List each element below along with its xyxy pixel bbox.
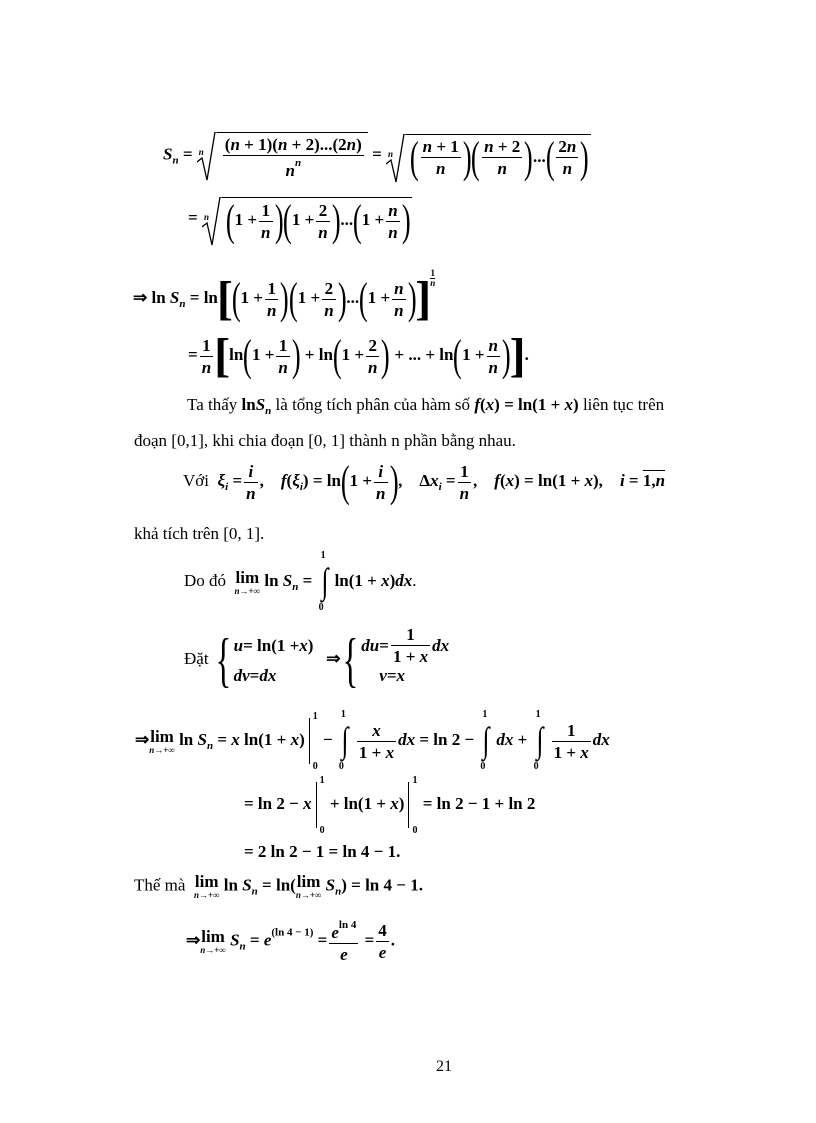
equation-limit-integral: Do đó lim n→+∞ $\ln S_n$ = 1 ∫ 0 ln(1 + x)dx. (184, 550, 417, 613)
equation-substitution: Đặt { u = ln(1 + x ) dv = dx ⇒{ du = $\frac{1}{1 + x}$ dx v = x (184, 624, 450, 693)
paragraph-integral-sum-line2: đoạn [0,1], khi chia đoạn [0, 1] thành n phần bằng nhau. (134, 431, 516, 450)
with-label: Với (183, 470, 209, 490)
equation-result: = 2 ln 2 − 1 = ln 4 − 1. (244, 842, 401, 861)
equation-partition: Với $\xi_i$ = $\frac{i}{n}$ , $f(\xi_i) = \ln(1$ + $\frac{i}{n}$ ), $\Delta x_i$ = $\frac{1}{n}$ , f(x) = ln(1 + x), i = 1,n (183, 457, 666, 506)
integrable-line: khả tích trên [0, 1]. (134, 524, 265, 543)
equation-limit-swap: Thế mà lim n→+∞ $\ln S_n = \ln(\lim$ n→+∞ $S_n) = \ln 4 - 1$. (134, 872, 423, 900)
equation-integration-by-parts: ⇒lim n→+∞ $\ln S_n = x$ ln(1 + x) 1 0 − 1 ∫ 0 $\frac{x}{1 + x}$ dx = ln 2 − 1 ∫ 0 dx + 1 ∫ 0 $\frac{1}{1 + x}$ dx (135, 709, 610, 772)
equation-sn-simplified: = n (1 + $\frac{1}{n}$ )(1 + $\frac{2}{n}$ )...(1 + $\frac{n}{n}$ ) (188, 196, 411, 245)
equation-final-limit: ⇒lim n→+∞ $S_n = e^{(ln 4 - 1)}$ = $\frac{e^{ln 4}}{e}$ = $\frac{4}{e}$ . (186, 919, 396, 964)
equation-ln-sn: ⇒ $\ln S_n = \ln[(1$ + $\frac{1}{n}$ )(1 + $\frac{2}{n}$ )...(1 + $\frac{n}{n}$ )] $\frac{1}{n}$ (133, 268, 436, 325)
equation-sn-definition: $S_n$ = n $\frac{(n + 1)(n + 2)...(2n)}{n^n}$ = n ( $\frac{n + 1}{n}$ )( $\frac{n + 2}{n}$ )...( $\frac{2n}{n}$ ) (163, 132, 590, 182)
text-mid: là tổng tích phân của hàm số (275, 395, 471, 414)
but-label: Thế mà (134, 875, 186, 895)
equation-evaluation: = ln 2 − x 1 0 + ln(1 + x) 1 0 = ln 2 − 1 + ln 2 (244, 775, 536, 836)
page-number: 21 (436, 1058, 452, 1075)
paragraph-integral-sum-line1: Ta thấy lnS$_n$ là tổng tích phân của hàm số f(x) = ln(1 + x) liên tục trên (187, 395, 665, 417)
text-tail: liên tục trên (582, 395, 665, 414)
equation-ln-sum: = $\frac{1}{n}$ [ln(1 + $\frac{1}{n}$ ) + ln(1 + $\frac{2}{n}$ ) + ... + ln(1 + $\frac{n}{n}$ )]. (188, 329, 529, 382)
set-label: Đặt (184, 648, 209, 668)
text-lead: Ta thấy (187, 395, 238, 414)
therefore-label: Do đó (184, 570, 227, 590)
